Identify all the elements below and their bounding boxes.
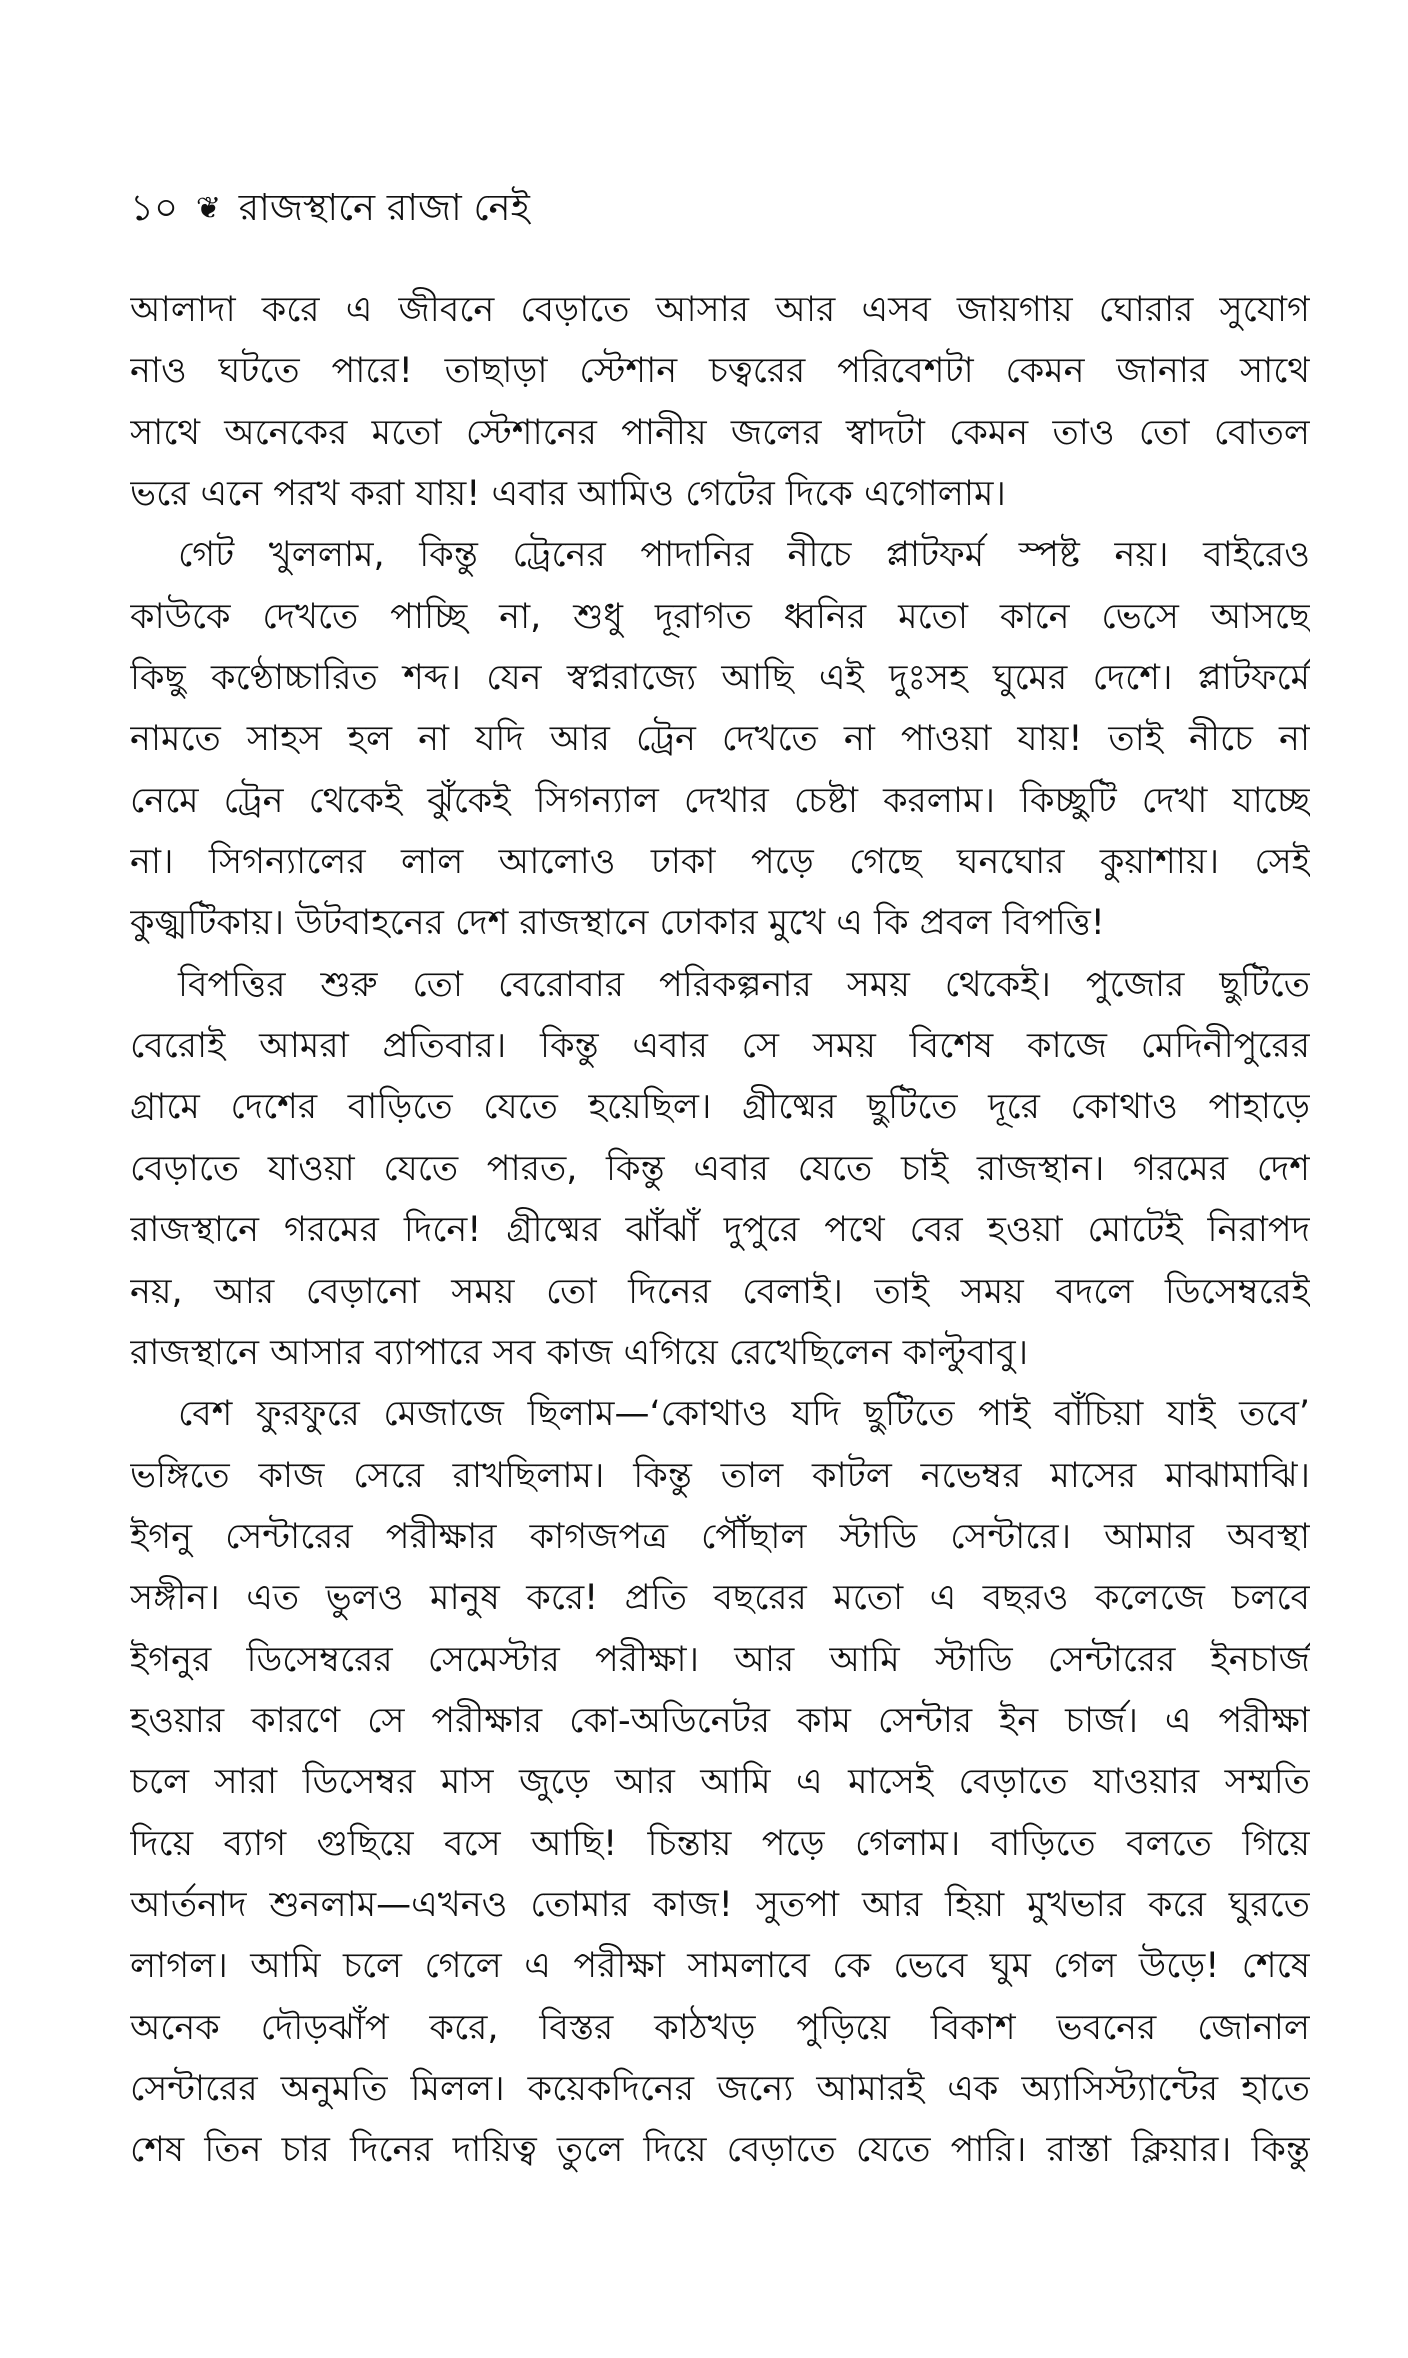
text-line: নামতে সাহস হল না যদি আর ট্রেন দেখতে না পাওয়া যায়! তাই নীচে না [130,719,1310,760]
text-line: রাজস্থানে আসার ব্যাপারে সব কাজ এগিয়ে রেখেছিলেন কাল্টুবাবু। [130,1332,1029,1373]
text-line: চলে সারা ডিসেম্বর মাস জুড়ে আর আমি এ মাসেই বেড়াতে যাওয়ার সম্মতি [130,1762,1310,1803]
paragraph [130,1384,1310,2181]
text-line: ভঙ্গিতে কাজ সেরে রাখছিলাম। কিন্তু তাল কাটল নভেম্বর মাসের মাঝামাঝি। [130,1455,1310,1496]
paragraph [130,955,1310,1384]
text-line: কিছু কণ্ঠোচ্চারিত শব্দ। যেন স্বপ্নরাজ্যে আছি এই দুঃসহ ঘুমের দেশে। প্লাটফর্মে [130,658,1310,699]
text-line: হওয়ার কারণে সে পরীক্ষার কো-অডিনেটর কাম সেন্টার ইন চার্জ। এ পরীক্ষা [130,1700,1310,1741]
text-line: শেষ তিন চার দিনের দায়িত্ব তুলে দিয়ে বেড়াতে যেতে পারি। রাস্তা ক্লিয়ার। কিন্তু [130,2130,1310,2171]
text-line: সাথে অনেকের মতো স্টেশানের পানীয় জলের স্বাদটা কেমন তাও তো বোতল [130,412,1310,453]
text-line: গেট খুললাম, কিন্তু ট্রেনের পাদানির নীচে প্লাটফর্ম স্পষ্ট নয়। বাইরেও [178,535,1310,576]
text-line: নাও ঘটতে পারে! তাছাড়া স্টেশান চত্বরের পরিবেশটা কেমন জানার সাথে [130,351,1310,392]
text-line: নেমে ট্রেন থেকেই ঝুঁকেই সিগন্যাল দেখার চেষ্টা করলাম। কিচ্ছুটি দেখা যাচ্ছে [130,780,1310,821]
body-text [130,280,1310,2182]
book-title: রাজস্থানে রাজা নেই [238,186,530,229]
text-line: বেড়াতে যাওয়া যেতে পারত, কিন্তু এবার যেতে চাই রাজস্থান। গরমের দেশ [130,1148,1310,1189]
text-line: আলাদা করে এ জীবনে বেড়াতে আসার আর এসব জায়গায় ঘোরার সুযোগ [130,290,1310,330]
text-line: অনেক দৌড়ঝাঁপ করে, বিস্তর কাঠখড় পুড়িয়ে বিকাশ ভবনের জোনাল [130,2007,1310,2048]
paragraph [130,525,1310,954]
text-line: কাউকে দেখতে পাচ্ছি না, শুধু দূরাগত ধ্বনির মতো কানে ভেসে আসছে [130,596,1310,637]
text-line: গ্রামে দেশের বাড়িতে যেতে হয়েছিল। গ্রীষ্মের ছুটিতে দূরে কোথাও পাহাড়ে [130,1087,1310,1128]
text-line: আর্তনাদ শুনলাম—এখনও তোমার কাজ! সুতপা আর হিয়া মুখভার করে ঘুরতে [130,1884,1310,1925]
text-line: দিয়ে ব্যাগ গুছিয়ে বসে আছি! চিন্তায় পড়ে গেলাম। বাড়িতে বলতে গিয়ে [130,1823,1310,1864]
text-line: বেশ ফুরফুরে মেজাজে ছিলাম—‘কোথাও যদি ছুটিতে পাই বাঁচিয়া যাই তবে’ [178,1394,1310,1435]
text-line: সেন্টারের অনুমতি মিলল। কয়েকদিনের জন্যে আমারই এক অ্যাসিস্ট্যান্টের হাতে [130,2068,1310,2109]
text-line: কুজ্ঝটিকায়। উটবাহনের দেশ রাজস্থানে ঢোকার মুখে এ কি প্রবল বিপত্তি! [130,903,1105,944]
text-line: না। সিগন্যালের লাল আলোও ঢাকা পড়ে গেছে ঘনঘোর কুয়াশায়। সেই [130,842,1310,883]
running-head [130,178,530,239]
text-line: রাজস্থানে গরমের দিনে! গ্রীষ্মের ঝাঁঝাঁ দুপুরে পথে বের হওয়া মোটেই নিরাপদ [130,1210,1310,1251]
text-line: লাগল। আমি চলে গেলে এ পরীক্ষা সামলাবে কে ভেবে ঘুম গেল উড়ে! শেষে [130,1946,1310,1987]
text-line: ইগনুর ডিসেম্বরের সেমেস্টার পরীক্ষা। আর আমি স্টাডি সেন্টারের ইনচার্জ [130,1639,1310,1680]
text-line: সঙ্গীন। এত ভুলও মানুষ করে! প্রতি বছরের মতো এ বছরও কলেজে চলবে [130,1578,1310,1619]
text-line: বিপত্তির শুরু তো বেরোবার পরিকল্পনার সময় থেকেই। পুজোর ছুটিতে [178,964,1310,1005]
text-line: বেরোই আমরা প্রতিবার। কিন্তু এবার সে সময় বিশেষ কাজে মেদিনীপুরের [130,1026,1310,1067]
fleuron-icon: ❦ [195,191,221,226]
text-line: ভরে এনে পরখ করা যায়! এবার আমিও গেটের দিকে এগোলাম। [130,474,1006,515]
text-line: ইগনু সেন্টারের পরীক্ষার কাগজপত্র পৌঁছাল স্টাডি সেন্টারে। আমার অবস্থা [130,1516,1310,1557]
text-line: নয়, আর বেড়ানো সময় তো দিনের বেলাই। তাই সময় বদলে ডিসেম্বরেই [130,1271,1310,1312]
page-number: ১০ [130,186,179,229]
paragraph [130,280,1310,525]
